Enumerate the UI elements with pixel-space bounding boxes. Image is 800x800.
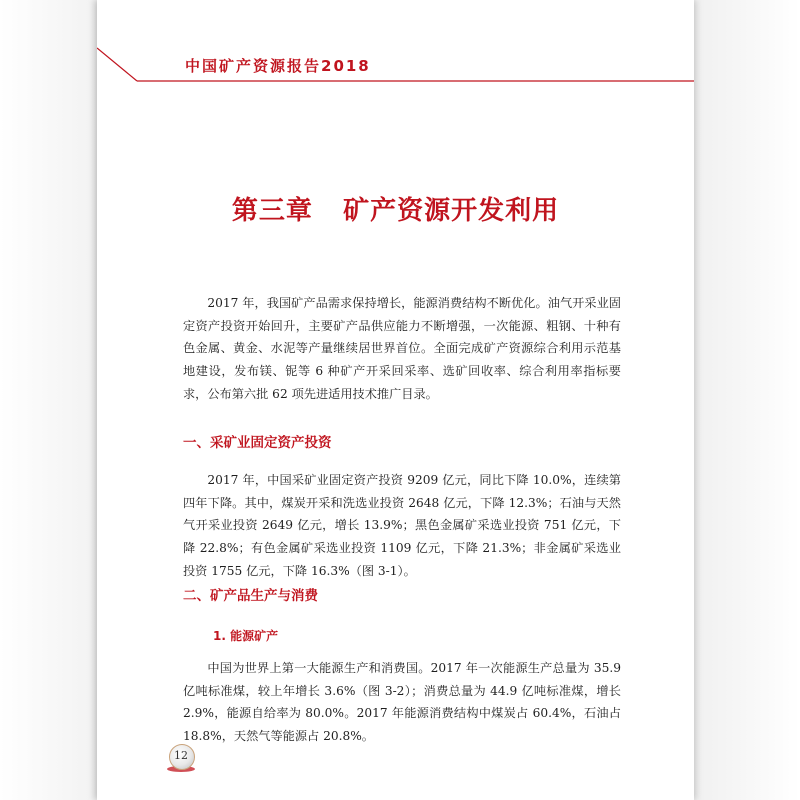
section-heading-investment: 一、采矿业固定资产投资 <box>183 435 332 451</box>
left-margin-shade <box>0 0 97 800</box>
page-number-badge <box>165 742 195 772</box>
investment-paragraph: 2017 年，中国采矿业固定资产投资 9209 亿元，同比下降 10.0%，连续第四年下降。其中，煤炭开采和洗选业投资 2648 亿元，下降 12.3%；石油与天然气开采业投资 2649 亿元，增长 13.9%；黑色金属矿采选业投资 751 亿元，下降 22.8%；有色金属矿采选业投资 1109 亿元，下降 21.3%；非金属矿采选业投资 1755 亿元，下降 16.3%（图 3-1）。 <box>183 473 621 578</box>
header-diagonal-line <box>97 48 137 81</box>
section-heading-production: 二、矿产品生产与消费 <box>183 588 318 604</box>
running-header-title: 中国矿产资源报告2018 <box>185 57 371 75</box>
right-margin-shade <box>694 0 800 800</box>
page-number: 12 <box>174 749 188 762</box>
intro-paragraph: 2017 年，我国矿产品需求保持增长，能源消费结构不断优化。油气开采业固定资产投资开始回升，主要矿产品供应能力不断增强，一次能源、粗钢、十种有色金属、黄金、水泥等产量继续居世界首位。全面完成矿产资源综合利用示范基地建设，发布镁、铌等 6 种矿产开采回采率、选矿回收率、综合利用率指标要求，公布第六批 62 项先进适用技术推广目录。 <box>183 296 621 401</box>
chapter-title: 第三章 矿产资源开发利用 <box>231 196 560 226</box>
energy-paragraph: 中国为世界上第一大能源生产和消费国。2017 年一次能源生产总量为 35.9 亿吨标准煤，较上年增长 3.6%（图 3-2）；消费总量为 44.9 亿吨标准煤，增长 2.9%，能源自给率为 80.0%。2017 年能源消费结构中煤炭占 60.4%，石油占 18.8%，天然气等能源占 20.8%。 <box>183 661 621 744</box>
subheading-energy-minerals: 1. 能源矿产 <box>213 629 279 643</box>
